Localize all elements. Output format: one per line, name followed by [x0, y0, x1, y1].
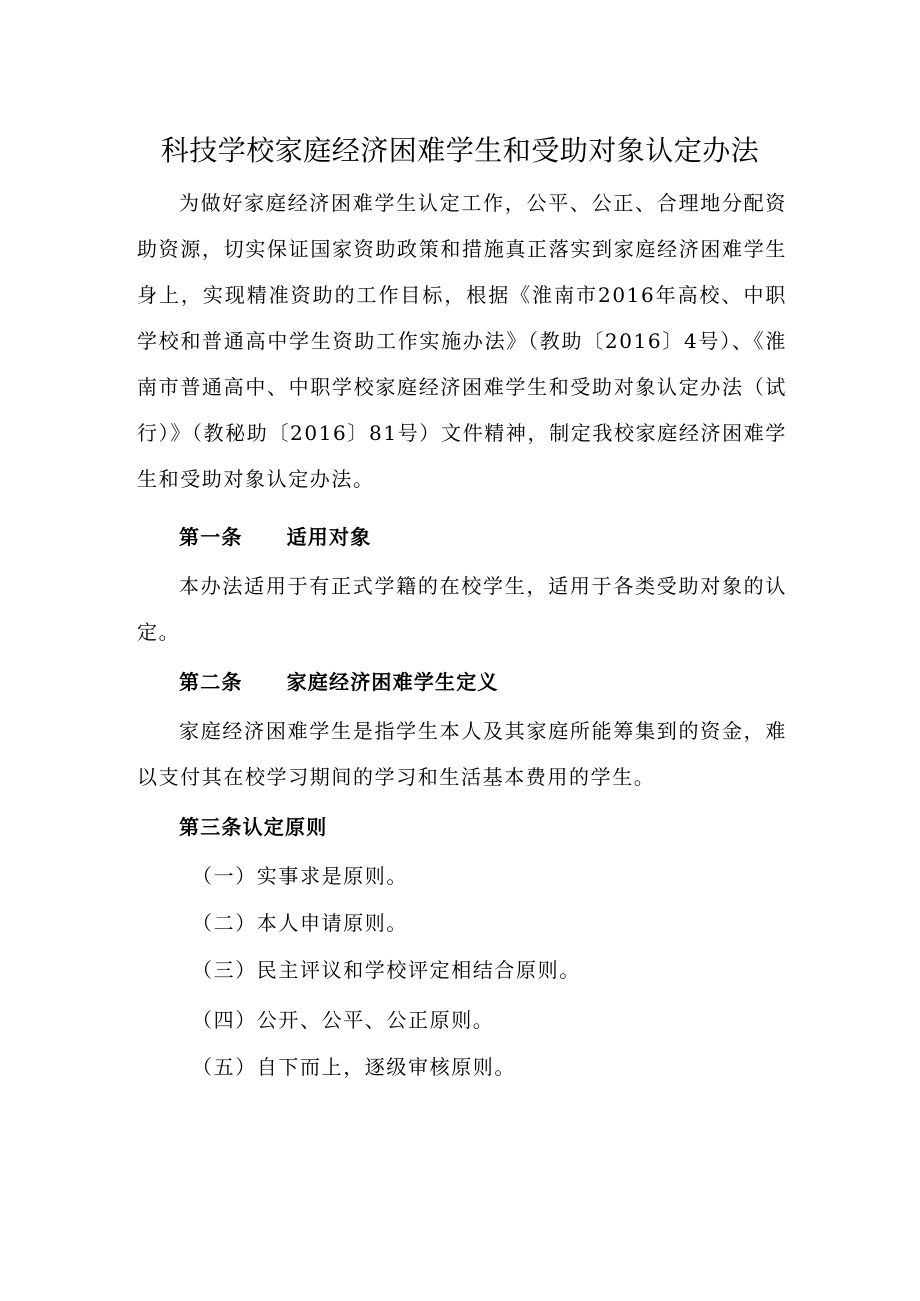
principle-item: （二）本人申请原则。 [192, 911, 408, 935]
article-1-heading [179, 514, 371, 560]
principle-item: （四）公开、公平、公正原则。 [192, 1008, 495, 1032]
article-3-heading: 第三条认定原则 [179, 815, 328, 839]
principle-item: （三）民主评议和学校评定相结合原则。 [192, 958, 581, 982]
principle-item: （五）自下而上，逐级审核原则。 [192, 1055, 516, 1079]
intro-paragraph: 为做好家庭经济困难学生认定工作，公平、公正、合理地分配资助资源，切实保证国家资助政策和措施真正落实到家庭经济困难学生身上，实现精准资助的工作目标，根据《淮南市2016年高校、中职学校和普通高中学生资助工作实施办法》（教助〔2016〕4号）、《淮南市普通高中、中职学校家庭经济困难学生和受助对象认定办法（试行）》（教秘助〔2016〕81号）文件精神，制定我校家庭经济困难学生和受助对象认定办法。 [137, 191, 787, 491]
article-1-number: 第一条 [179, 525, 243, 549]
document-title: 科技学校家庭经济困难学生和受助对象认定办法 [160, 134, 760, 167]
article-2-number: 第二条 [179, 670, 243, 694]
article-2-text: 家庭经济困难学生是指学生本人及其家庭所能筹集到的资金，难以支付其在校学习期间的学习和生活基本费用的学生。 [137, 719, 787, 789]
article-1-title: 适用对象 [286, 525, 372, 549]
principle-item: （一）实事求是原则。 [192, 864, 408, 888]
article-1-text: 本办法适用于有正式学籍的在校学生，适用于各类受助对象的认定。 [137, 574, 787, 644]
article-2-heading [179, 659, 499, 705]
article-2-title: 家庭经济困难学生定义 [286, 670, 499, 694]
